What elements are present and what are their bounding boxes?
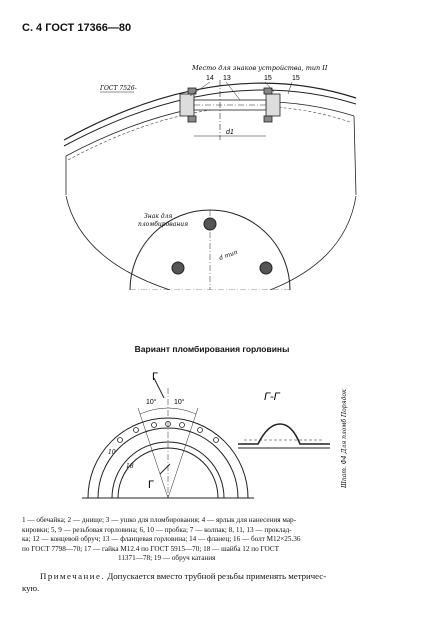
dim-d1: d1 [226, 129, 234, 136]
bottom-drawing [68, 368, 368, 508]
legend [22, 516, 404, 564]
page-header: С. 4 ГОСТ 17366—80 [22, 22, 132, 34]
callout-14: 14 [206, 75, 214, 82]
legend-line-5: 11371—78; 19 — обруч катания [118, 554, 216, 562]
note-label: Примечание. [40, 571, 106, 581]
callout-b: 18 [126, 463, 134, 470]
section-mark-bottom: Г [148, 479, 154, 491]
note-top: Место для знаков устройства, тип II [192, 64, 328, 72]
note-left: Знак для [144, 213, 173, 220]
note [22, 570, 404, 594]
top-drawing [60, 60, 390, 195]
callout-15b: 15 [292, 75, 300, 82]
label-left: ГОСТ 7526- [100, 85, 137, 92]
legend-line-1: 1 — обечайка; 2 — днище; 3 — ушко для пломбирования; 4 — ярлык для нанесения мар- [22, 516, 297, 524]
legend-line-2: кировки; 5, 9 — резьбовая горловина; 6, 10 — пробка; 7 — колпак; 8, 11, 13 — проклад- [22, 525, 292, 534]
middle-drawing [60, 190, 360, 290]
angle-1: 10° [146, 399, 157, 406]
side-note: Шпат. Ф4 Для пломб Порядок [341, 389, 348, 488]
legend-line-4: по ГОСТ 7798—70; 17 — гайка М12.4 по ГОСТ 5915—70; 18 — шайба 12 по ГОСТ [22, 544, 279, 553]
section-title: Вариант пломбирования горловины [134, 344, 290, 354]
section-mark-top: Г [152, 371, 158, 383]
callout-15a: 15 [264, 75, 272, 82]
section-label: Г-Г [264, 391, 280, 403]
svg-text:пломбирования: пломбирования [138, 221, 189, 228]
angle-2: 10° [174, 399, 185, 406]
dim-middle: d тип [218, 248, 239, 262]
callout-a: 10 [108, 449, 116, 456]
callout-13: 13 [223, 75, 231, 82]
legend-line-3: ка; 12 — концевой обруч; 13 — фланцевая горловина; 14 — фланец; 16 — болт М12×25.36 [22, 535, 301, 543]
note-text-2: кую. [22, 583, 40, 593]
note-text: Допускается вместо трубной резьбы применять метричес- [105, 571, 327, 581]
